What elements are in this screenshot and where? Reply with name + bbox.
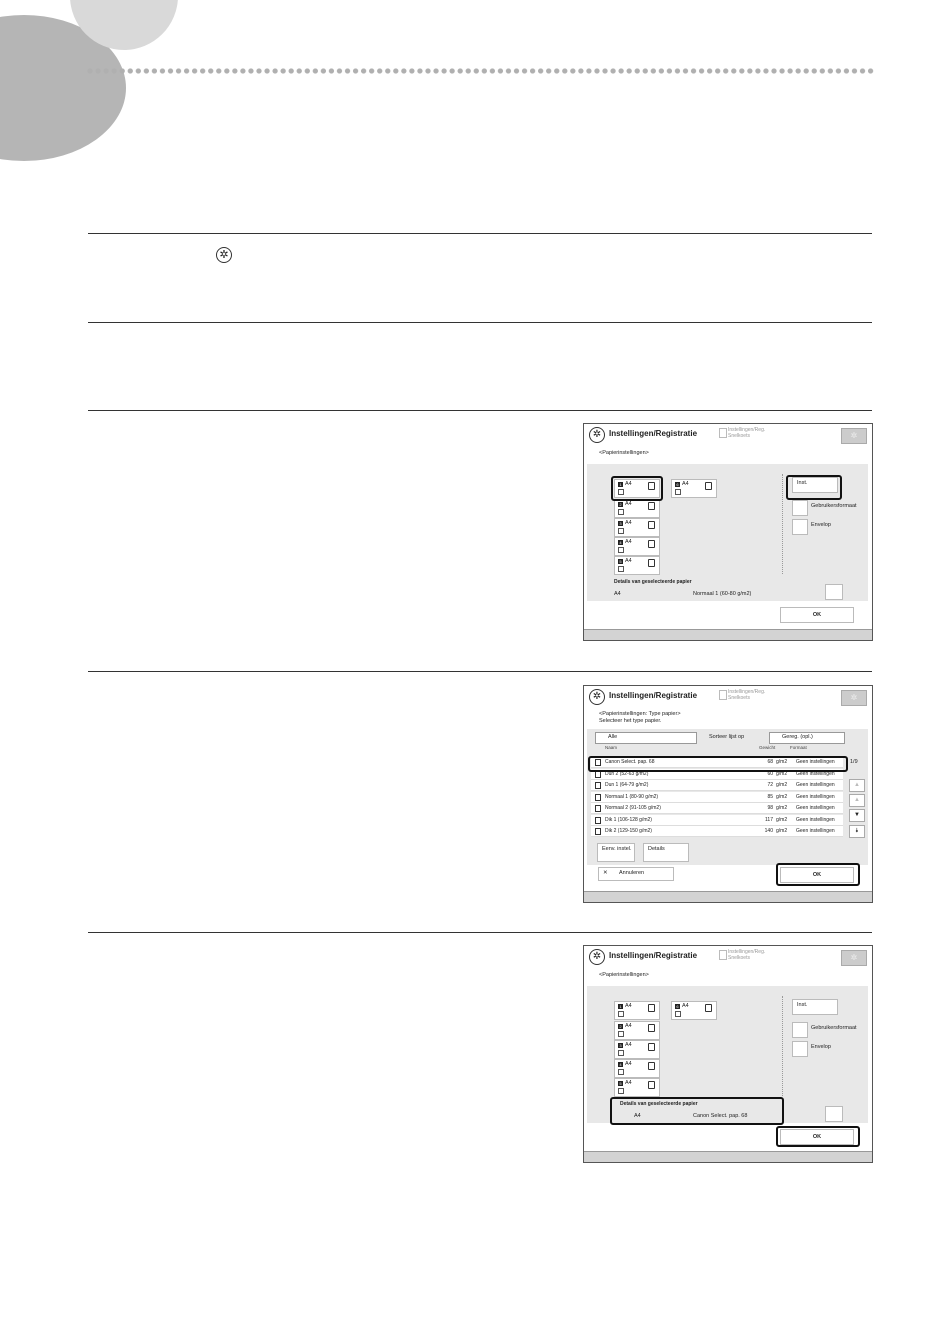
tray-icon xyxy=(675,1011,681,1017)
tray-size: A4 xyxy=(625,481,632,487)
scroll-up-button[interactable]: ▲ xyxy=(849,794,865,807)
highlight-details xyxy=(610,1097,784,1125)
tray-number: 1 xyxy=(619,1004,622,1009)
tray-number: 5 xyxy=(619,559,622,564)
tray-number: 3 xyxy=(619,521,622,526)
screen-subtitle: <Papierinstellingen> xyxy=(599,450,649,456)
scroll-top-button[interactable]: ▲ xyxy=(849,779,865,792)
paper-icon xyxy=(595,794,601,801)
tray-number: 5 xyxy=(619,1081,622,1086)
row-unit: g/m2 xyxy=(776,771,788,777)
custom-format-label: Gebruikersformaat xyxy=(811,503,857,509)
paper-icon xyxy=(595,771,601,778)
row-weight: 85 xyxy=(767,794,773,800)
row-name: Dun 2 (52-63 g/m2) xyxy=(605,771,649,777)
ok-button[interactable]: OK xyxy=(780,607,854,623)
details-label: Details xyxy=(648,846,665,852)
tray-4[interactable] xyxy=(614,1059,660,1078)
screen-paper-settings-2 xyxy=(583,945,873,1163)
shortcut-label[interactable] xyxy=(728,689,765,701)
row-weight: 72 xyxy=(767,782,773,788)
screen-header xyxy=(584,424,872,446)
scroll-bottom-button[interactable]: ⯯ xyxy=(849,825,865,838)
shortcut-line-2: Snelkoets xyxy=(728,955,750,961)
table-row[interactable] xyxy=(591,803,843,814)
cancel-button[interactable] xyxy=(598,867,674,881)
row-format: Geen instellingen xyxy=(796,771,835,777)
screen-subtitle: <Papierinstellingen> xyxy=(599,972,649,978)
envelope-button[interactable] xyxy=(792,519,808,535)
custom-format-button[interactable] xyxy=(792,1022,808,1038)
ok-button[interactable]: OK xyxy=(780,1129,854,1145)
column-format: Formaat xyxy=(790,745,807,750)
tray-size: A4 xyxy=(625,520,632,526)
paper-icon xyxy=(595,805,601,812)
highlight-ok-button xyxy=(776,1126,860,1147)
paper-icon xyxy=(648,1043,655,1051)
filter-value: Alle xyxy=(608,734,618,740)
tray-icon xyxy=(618,566,624,572)
tray-icon xyxy=(675,489,681,495)
filter-dropdown[interactable] xyxy=(595,732,697,744)
tray-1[interactable] xyxy=(614,1001,660,1020)
tray-number: 2 xyxy=(619,1024,622,1029)
tray-icon xyxy=(618,528,624,534)
tray-3[interactable] xyxy=(614,1040,660,1059)
table-row[interactable] xyxy=(591,826,843,837)
tray-3[interactable] xyxy=(614,518,660,537)
close-icon: ✕ xyxy=(603,870,608,876)
tray-6[interactable] xyxy=(671,1001,717,1020)
screen-instruction: Selecteer het type papier. xyxy=(599,718,662,724)
tray-5[interactable] xyxy=(614,556,660,575)
tray-icon xyxy=(618,1011,624,1017)
shortcut-label[interactable] xyxy=(728,427,765,439)
paper-icon xyxy=(648,1024,655,1032)
paper-icon xyxy=(648,559,655,567)
row-unit: g/m2 xyxy=(776,794,788,800)
step-divider-3 xyxy=(88,410,872,411)
status-bar xyxy=(584,629,872,640)
details-type: Canon Select. pap. 68 xyxy=(693,1113,748,1119)
table-row[interactable] xyxy=(591,780,843,791)
row-format: Geen instellingen xyxy=(796,759,835,765)
screen-header xyxy=(584,686,872,708)
column-weight: Gewicht xyxy=(759,745,776,750)
highlight-tray-1 xyxy=(611,476,663,501)
tray-number: 1 xyxy=(619,482,622,487)
table-row[interactable] xyxy=(591,815,843,826)
tray-icon xyxy=(618,1050,624,1056)
custom-format-label: Gebruikersformaat xyxy=(811,1025,857,1031)
divider xyxy=(782,474,783,574)
tray-size: A4 xyxy=(625,501,632,507)
shortcut-icon xyxy=(719,950,727,960)
tray-6[interactable] xyxy=(671,479,717,498)
step-divider-1 xyxy=(88,233,872,234)
paper-icon xyxy=(595,817,601,824)
column-name: Naam xyxy=(605,745,618,750)
row-weight: 140 xyxy=(764,828,773,834)
paper-icon xyxy=(595,782,601,789)
tray-size: A4 xyxy=(625,1003,632,1009)
shortcut-line-1: Instellingen/Reg. xyxy=(728,689,766,695)
row-format: Geen instellingen xyxy=(796,805,835,811)
tray-size: A4 xyxy=(682,481,689,487)
gear-button[interactable]: ✲ xyxy=(841,690,867,706)
tray-icon xyxy=(618,547,624,553)
paper-icon xyxy=(705,1004,712,1012)
gear-button[interactable]: ✲ xyxy=(841,950,867,966)
paper-icon xyxy=(648,1081,655,1089)
ok-button[interactable]: OK xyxy=(780,867,854,883)
tray-number: 4 xyxy=(619,540,622,545)
tray-size: A4 xyxy=(625,1023,632,1029)
settings-icon: ✲ xyxy=(589,427,605,443)
row-name: Dik 2 (129-150 g/m2) xyxy=(605,828,652,834)
details-type: Normaal 1 (60-80 g/m2) xyxy=(693,591,752,597)
tray-4[interactable] xyxy=(614,537,660,556)
inst-button[interactable] xyxy=(792,999,838,1015)
row-format: Geen instellingen xyxy=(796,794,835,800)
status-bar xyxy=(584,1151,872,1162)
inst-label: Inst. xyxy=(797,480,808,486)
envelope-button[interactable] xyxy=(792,1041,808,1057)
screen-paper-type xyxy=(583,685,873,903)
paper-feed-button[interactable] xyxy=(825,1106,843,1122)
tray-size: A4 xyxy=(625,1080,632,1086)
tray-2[interactable] xyxy=(614,1021,660,1040)
row-name: Canon Select. pap. 68 xyxy=(605,759,655,765)
highlight-row xyxy=(588,756,848,772)
tray-size: A4 xyxy=(625,558,632,564)
status-bar xyxy=(584,891,872,902)
scroll-down-button[interactable]: ▼ xyxy=(849,809,865,822)
shortcut-line-2: Snelkoets xyxy=(728,695,750,701)
envelope-label: Envelop xyxy=(811,1044,831,1050)
row-format: Geen instellingen xyxy=(796,817,835,823)
paper-feed-button[interactable] xyxy=(825,584,843,600)
tray-2[interactable] xyxy=(614,499,660,518)
row-unit: g/m2 xyxy=(776,817,788,823)
shortcut-label[interactable] xyxy=(728,949,765,961)
tray-icon xyxy=(618,1069,624,1075)
dotted-divider xyxy=(86,68,874,74)
row-format: Geen instellingen xyxy=(796,828,835,834)
screen-header xyxy=(584,946,872,968)
details-size: A4 xyxy=(634,1113,641,1119)
step-divider-5 xyxy=(88,932,872,933)
paper-icon xyxy=(648,540,655,548)
page-indicator: 1/9 xyxy=(850,759,858,765)
shortcut-line-2: Snelkoets xyxy=(728,433,750,439)
row-name: Normaal 1 (80-90 g/m2) xyxy=(605,794,659,800)
row-weight: 60 xyxy=(767,771,773,777)
shortcut-line-1: Instellingen/Reg. xyxy=(728,949,766,955)
inst-label: Inst. xyxy=(797,1002,808,1008)
sort-label: Sorteer lijst op xyxy=(709,734,745,740)
paper-icon xyxy=(648,1004,655,1012)
settings-icon: ✲ xyxy=(216,247,232,263)
custom-format-button[interactable] xyxy=(792,500,808,516)
tray-size: A4 xyxy=(625,539,632,545)
gear-button[interactable]: ✲ xyxy=(841,428,867,444)
table-row[interactable] xyxy=(591,792,843,803)
screen-title: Instellingen/Registratie xyxy=(609,951,698,960)
cancel-label: Annuleren xyxy=(619,870,645,876)
tray-size: A4 xyxy=(625,1061,632,1067)
details-title: Details van geselecteerde papier xyxy=(614,579,692,585)
row-name: Dun 1 (64-79 g/m2) xyxy=(605,782,649,788)
paper-icon xyxy=(705,482,712,490)
tray-icon xyxy=(618,1031,624,1037)
row-unit: g/m2 xyxy=(776,759,788,765)
tray-number: 3 xyxy=(619,1043,622,1048)
sort-value: Gereg. (opl.) xyxy=(782,734,813,740)
screen-title: Instellingen/Registratie xyxy=(609,429,698,438)
paper-icon xyxy=(648,521,655,529)
tray-icon xyxy=(618,509,624,515)
tray-number: 6 xyxy=(676,1004,679,1009)
tray-size: A4 xyxy=(625,1042,632,1048)
tray-size: A4 xyxy=(682,1003,689,1009)
settings-icon: ✲ xyxy=(589,949,605,965)
screen-paper-settings-1 xyxy=(583,423,873,641)
row-format: Geen instellingen xyxy=(796,782,835,788)
row-unit: g/m2 xyxy=(776,805,788,811)
details-title: Details van geselecteerde papier xyxy=(620,1101,698,1107)
row-weight: 68 xyxy=(767,759,773,765)
settings-icon: ✲ xyxy=(589,689,605,705)
sort-dropdown[interactable] xyxy=(769,732,845,744)
row-weight: 98 xyxy=(767,805,773,811)
paper-icon xyxy=(648,502,655,510)
paper-icon xyxy=(648,1062,655,1070)
screen-subtitle: <Papierinstellingen: Type papier> xyxy=(599,711,681,717)
screen-title: Instellingen/Registratie xyxy=(609,691,698,700)
row-weight: 117 xyxy=(765,817,773,823)
step-divider-2 xyxy=(88,322,872,323)
tray-number: 6 xyxy=(676,482,679,487)
shortcut-line-1: Instellingen/Reg. xyxy=(728,427,766,433)
envelope-label: Envelop xyxy=(811,522,831,528)
tray-number: 2 xyxy=(619,502,622,507)
details-size: A4 xyxy=(614,591,621,597)
tray-5[interactable] xyxy=(614,1078,660,1097)
simple-settings-label: Eenv. instel. xyxy=(602,846,632,852)
tray-icon xyxy=(618,1088,624,1094)
tray-number: 4 xyxy=(619,1062,622,1067)
divider xyxy=(782,996,783,1096)
shortcut-icon xyxy=(719,690,727,700)
screen-content xyxy=(587,729,868,865)
row-name: Dik 1 (106-128 g/m2) xyxy=(605,817,652,823)
shortcut-icon xyxy=(719,428,727,438)
simple-settings-button[interactable] xyxy=(597,843,635,862)
highlight-ok-button xyxy=(776,863,860,886)
row-unit: g/m2 xyxy=(776,782,788,788)
row-unit: g/m2 xyxy=(776,828,788,834)
highlight-inst-button xyxy=(786,475,842,500)
details-button[interactable] xyxy=(643,843,689,862)
paper-icon xyxy=(595,828,601,835)
step-divider-4 xyxy=(88,671,872,672)
row-name: Normaal 2 (91-105 g/m2) xyxy=(605,805,661,811)
